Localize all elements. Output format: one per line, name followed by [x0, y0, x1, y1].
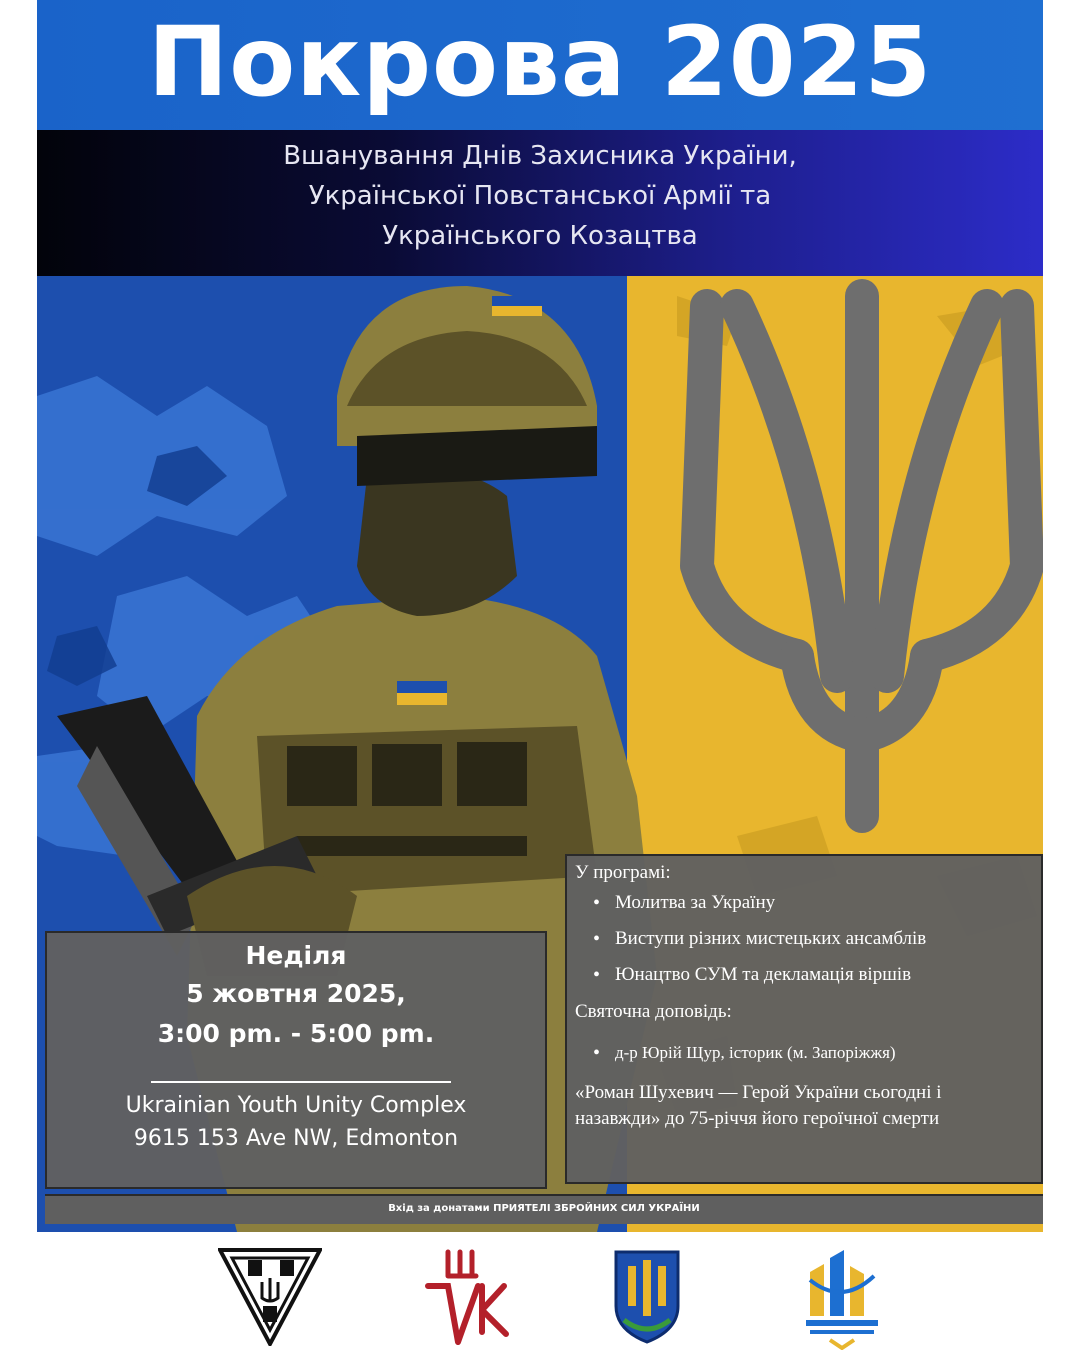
speaker: д-р Юрій Щур, історик (м. Запоріжжя) — [615, 1043, 896, 1062]
program-heading: У програмі: — [575, 862, 671, 883]
subtitle-line: Української Повстанської Армії та — [308, 181, 772, 211]
youth-unity-complex-icon — [800, 1246, 884, 1350]
bullet-icon: • — [593, 1042, 601, 1064]
program-item: Виступи різних мистецьких ансамблів — [615, 928, 927, 949]
program-item: Молитва за Україну — [615, 892, 776, 913]
bullet-icon: • — [593, 892, 601, 914]
shuk-emblem-icon — [418, 1246, 510, 1346]
sponsor-logos — [0, 1232, 1080, 1350]
luk-emblem-icon — [218, 1246, 322, 1346]
poster-title: Покрова 2025 — [147, 6, 933, 118]
venue-address: 9615 153 Ave NW, Edmonton — [133, 1126, 459, 1151]
bullet-icon: • — [593, 964, 601, 986]
divider — [151, 1081, 451, 1083]
subtitle-line: Українського Козацтва — [382, 221, 698, 251]
event-day: Неділя — [245, 941, 347, 970]
event-date: 5 жовтня 2025, — [186, 979, 406, 1008]
program-item: Юнацтво СУМ та декламація віршів — [615, 964, 912, 985]
lecture-heading: Святочна доповідь: — [575, 1001, 732, 1022]
donation-note: Вхід за донатами ПРИЯТЕЛІ ЗБРОЙНИХ СИЛ УКРАЇНИ — [388, 1203, 700, 1214]
poster-subtitle — [37, 136, 1043, 256]
date-venue-box — [45, 931, 547, 1189]
bullet-icon: • — [593, 928, 601, 950]
event-time: 3:00 pm. - 5:00 pm. — [157, 1019, 435, 1048]
donation-footer-bar — [45, 1194, 1043, 1224]
lecture-title-line: назавжди» до 75-річчя його героїчної смерти — [575, 1108, 940, 1129]
event-poster — [37, 0, 1043, 1232]
venue-name: Ukrainian Youth Unity Complex — [125, 1093, 467, 1118]
sum-shield-icon — [610, 1246, 684, 1346]
subtitle-line: Вшанування Днів Захисника України, — [283, 141, 797, 171]
lecture-title-line: «Роман Шухевич — Герой України сьогодні і — [575, 1082, 942, 1103]
program-box — [565, 854, 1043, 1184]
